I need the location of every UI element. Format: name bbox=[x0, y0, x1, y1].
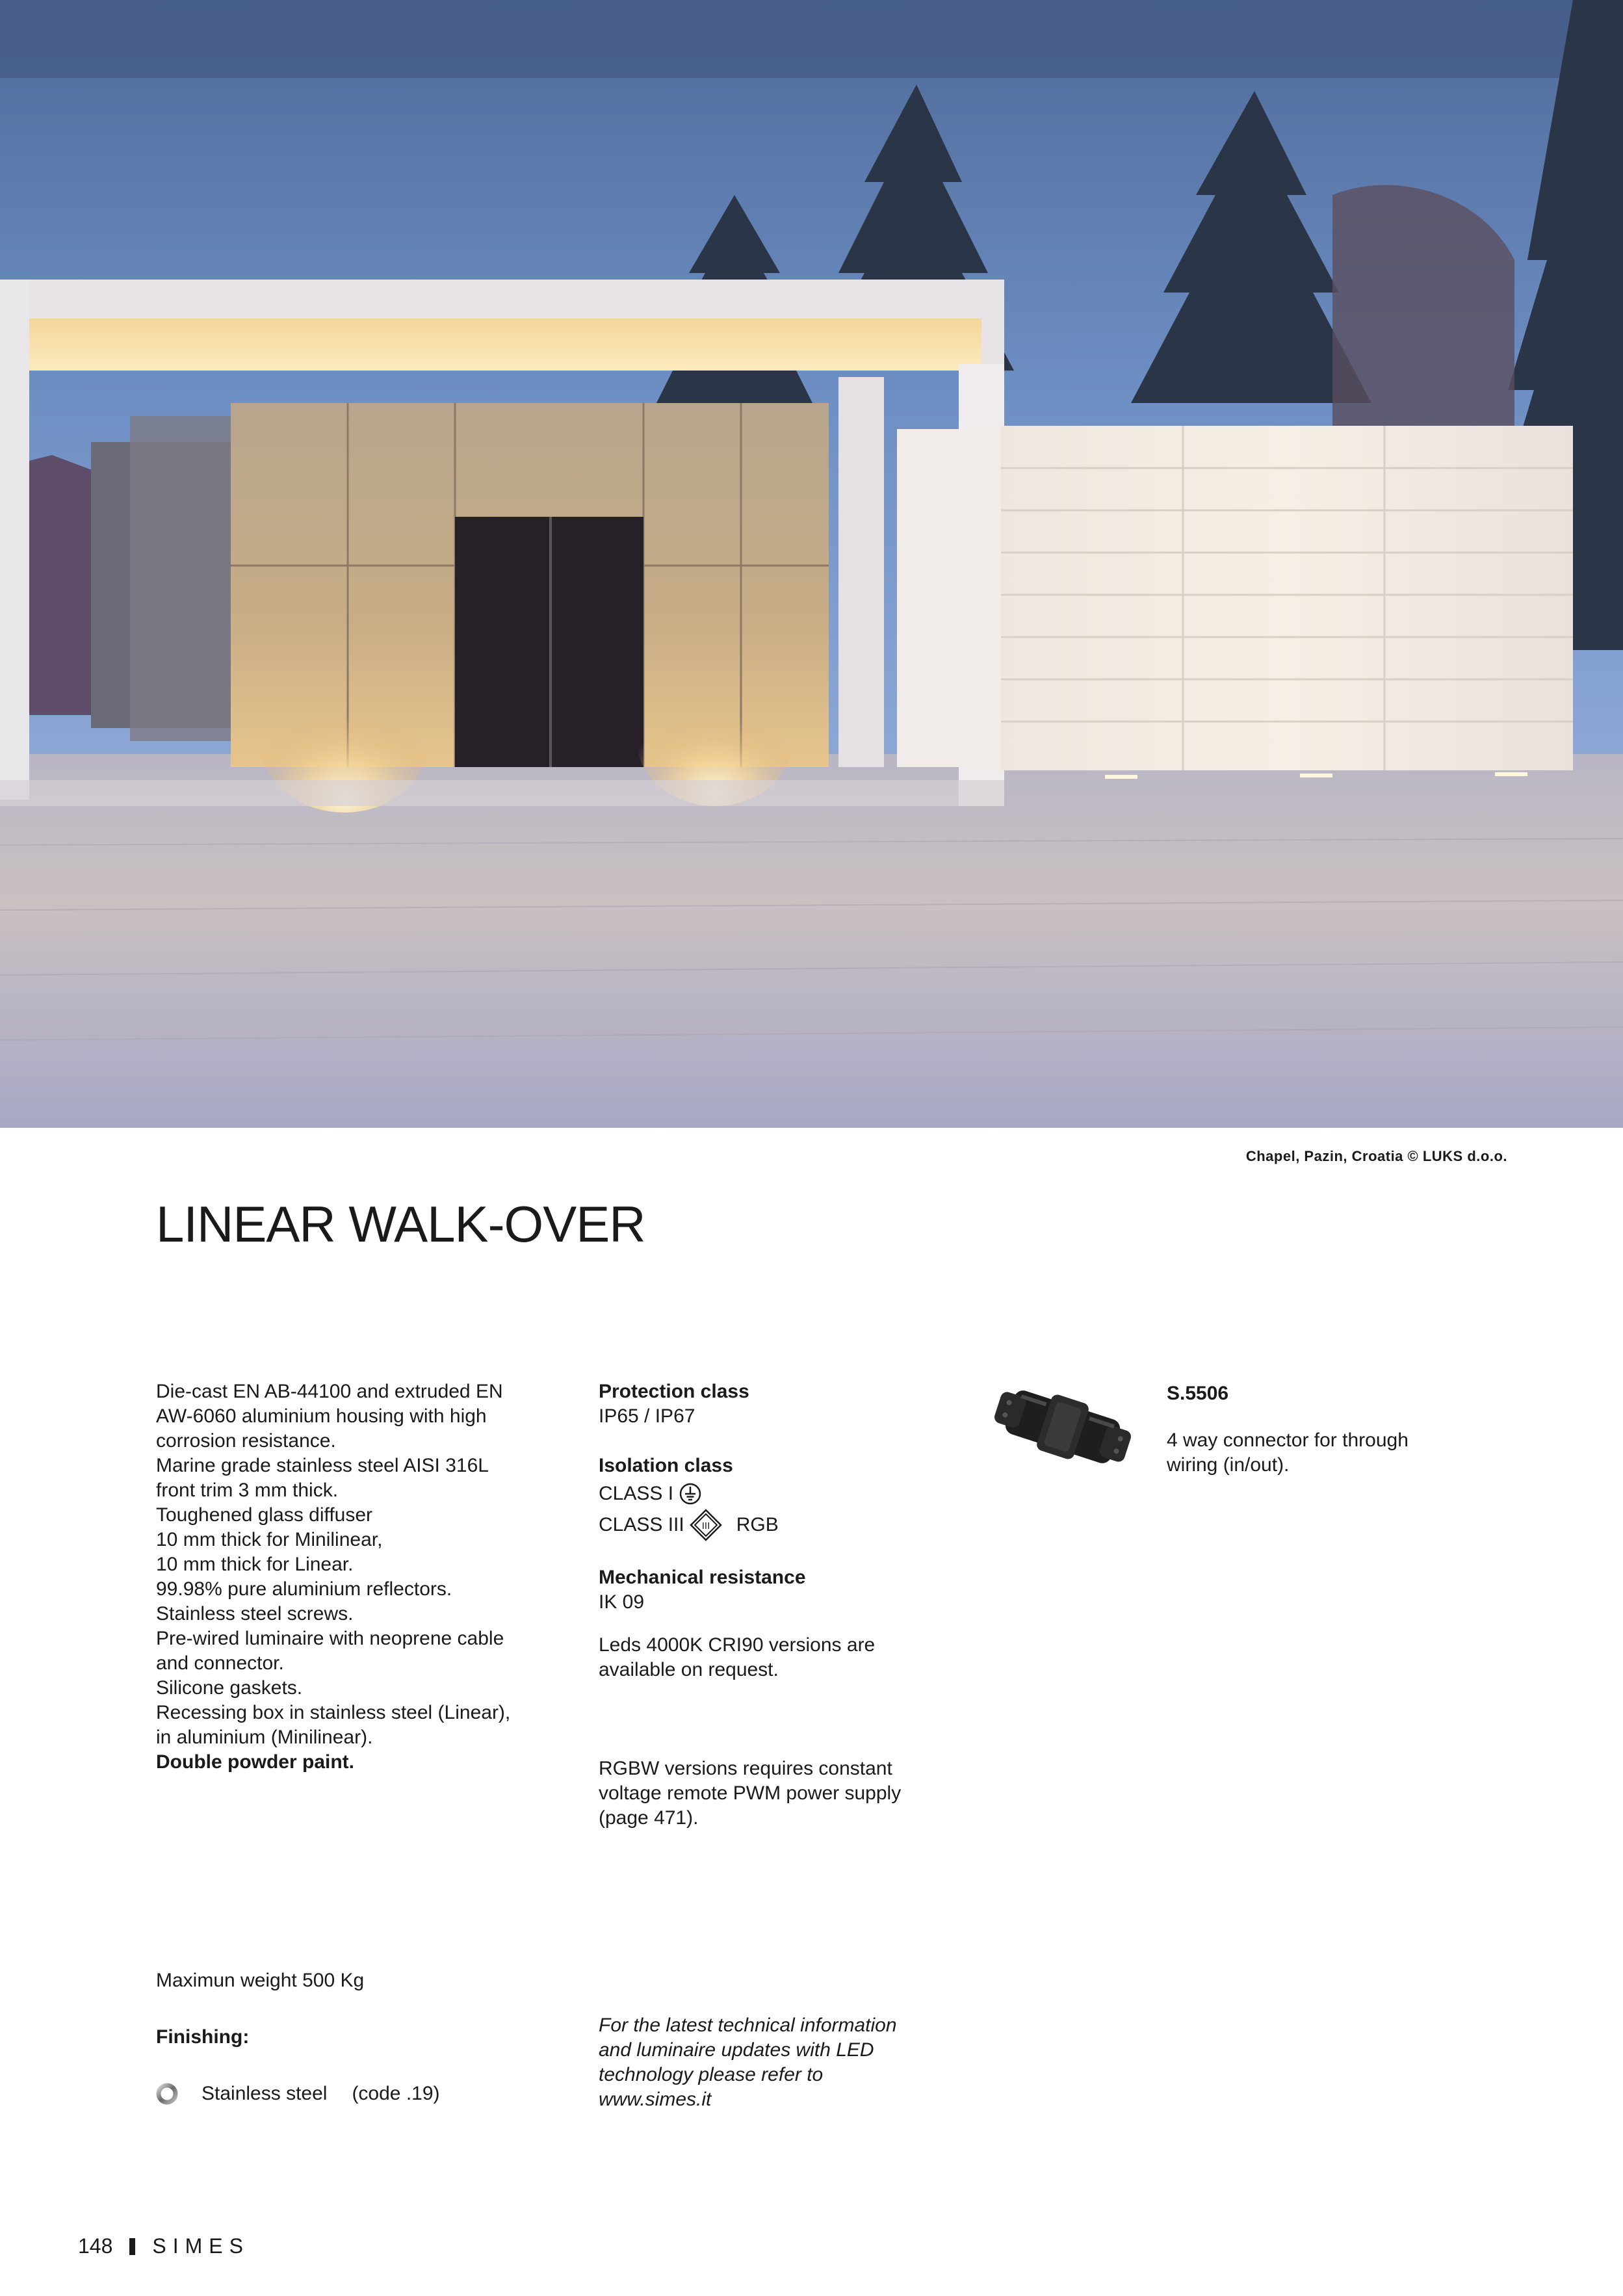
description-line: corrosion resistance. bbox=[156, 1430, 336, 1452]
leds-note-line: available on request. bbox=[599, 1659, 779, 1680]
specs-column bbox=[599, 1379, 963, 1831]
isolation-class-label: Isolation class bbox=[599, 1455, 733, 1476]
description-column bbox=[156, 1379, 546, 1775]
description-bold-line: Double powder paint. bbox=[156, 1751, 354, 1773]
description-line: 10 mm thick for Linear. bbox=[156, 1554, 354, 1575]
page-number: 148 bbox=[78, 2234, 113, 2258]
accessory-code: S.5506 bbox=[1167, 1383, 1229, 1404]
description-line: 99.98% pure aluminium reflectors. bbox=[156, 1578, 452, 1600]
brand-name: SIMES bbox=[152, 2234, 250, 2258]
description-line: Stainless steel screws. bbox=[156, 1603, 354, 1624]
rgbw-note-line: (page 471). bbox=[599, 1807, 699, 1829]
mechanical-resistance-label: Mechanical resistance bbox=[599, 1567, 806, 1588]
class-3-row bbox=[599, 1509, 963, 1541]
protection-class-value: IP65 / IP67 bbox=[599, 1405, 695, 1427]
class-3-suffix: RGB bbox=[736, 1514, 779, 1535]
page-footer bbox=[78, 2234, 250, 2258]
hero-photo bbox=[0, 0, 1623, 1128]
description-line: Toughened glass diffuser bbox=[156, 1504, 373, 1526]
tech-note-line: and luminaire updates with LED bbox=[599, 2039, 874, 2061]
description-line: Marine grade stainless steel AISI 316L bbox=[156, 1455, 489, 1476]
class-1-label: CLASS I bbox=[599, 1483, 674, 1504]
mechanical-resistance-value: IK 09 bbox=[599, 1591, 645, 1613]
description-line: 10 mm thick for Minilinear, bbox=[156, 1529, 383, 1550]
description-line: front trim 3 mm thick. bbox=[156, 1480, 339, 1501]
tech-note-line: For the latest technical information bbox=[599, 2015, 897, 2036]
tech-note bbox=[599, 2013, 963, 2112]
photo-caption: Chapel, Pazin, Croatia © LUKS d.o.o. bbox=[1245, 1148, 1507, 1164]
tech-note-line: technology please refer to bbox=[599, 2064, 824, 2085]
description-line: Silicone gaskets. bbox=[156, 1677, 303, 1699]
leds-note-line: Leds 4000K CRI90 versions are bbox=[599, 1634, 876, 1656]
class-1-row bbox=[599, 1478, 963, 1509]
footer-divider bbox=[129, 2238, 135, 2255]
finishing-code: (code .19) bbox=[352, 2083, 440, 2104]
description-line: Recessing box in stainless steel (Linear), bbox=[156, 1702, 511, 1723]
description-line: Die-cast EN AB-44100 and extruded EN bbox=[156, 1381, 503, 1402]
accessory-desc-line: 4 way connector for through bbox=[1167, 1429, 1409, 1451]
accessory-column bbox=[1167, 1381, 1492, 1478]
connector-photo bbox=[988, 1375, 1137, 1479]
earth-ground-icon bbox=[679, 1482, 702, 1506]
finishing-name: Stainless steel bbox=[201, 2083, 328, 2104]
max-weight: Maximun weight 500 Kg bbox=[156, 1970, 365, 1991]
class-3-symbol-text: III bbox=[701, 1520, 710, 1532]
accessory-desc-line: wiring (in/out). bbox=[1167, 1454, 1290, 1476]
description-line: AW-6060 aluminium housing with high bbox=[156, 1405, 487, 1427]
finishing-label: Finishing: bbox=[156, 2026, 250, 2048]
page-title: LINEAR WALK-OVER bbox=[156, 1195, 645, 1253]
description-line: and connector. bbox=[156, 1652, 284, 1674]
rgbw-note-line: RGBW versions requires constant bbox=[599, 1758, 892, 1779]
tech-note-link[interactable]: www.simes.it bbox=[599, 2089, 712, 2110]
finishing-row bbox=[156, 2083, 440, 2105]
class-3-label: CLASS III bbox=[599, 1514, 684, 1535]
stainless-steel-ring-icon bbox=[156, 2083, 178, 2105]
description-line: Pre-wired luminaire with neoprene cable bbox=[156, 1628, 504, 1649]
description-line: in aluminium (Minilinear). bbox=[156, 1727, 373, 1748]
rgbw-note-line: voltage remote PWM power supply bbox=[599, 1782, 902, 1804]
protection-class-label: Protection class bbox=[599, 1381, 749, 1402]
class-3-diamond-icon bbox=[690, 1509, 722, 1541]
